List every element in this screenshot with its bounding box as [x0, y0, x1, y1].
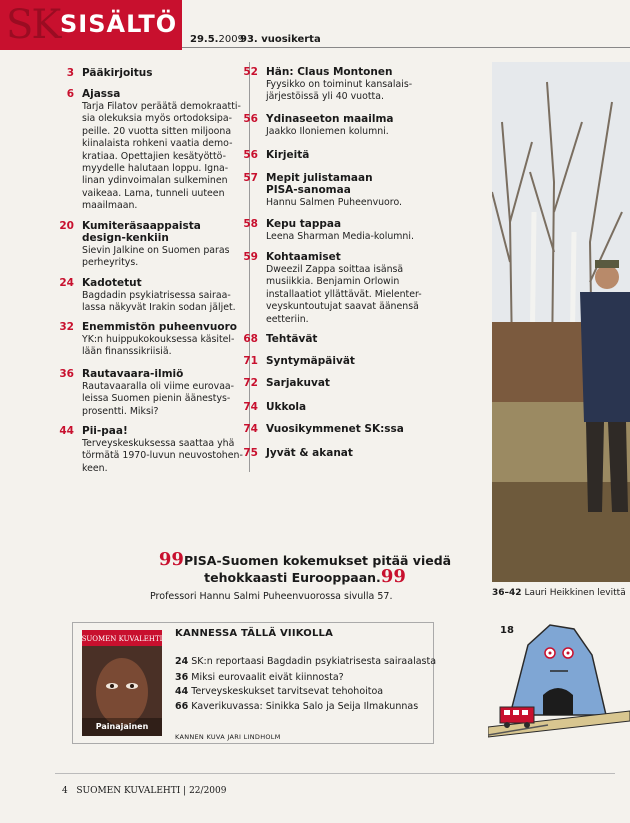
cover-item-page: 24	[175, 656, 189, 667]
photo-caption-pages: 36–42	[492, 588, 522, 598]
toc-title: Kohtaamiset	[266, 251, 341, 263]
page-header	[0, 0, 630, 50]
toc-title: Pääkirjoitus	[82, 67, 153, 79]
toc-description-line: installaatiot yllättävät. Mielenter-	[266, 288, 422, 300]
quote-close-mark: 99	[380, 566, 406, 587]
quote-attribution: Professori Hannu Salmi Puheenvuorossa sivulla 57.	[150, 591, 393, 602]
toc-description-line: Dweezil Zappa soittaa isänsä	[266, 264, 404, 275]
cover-item-text: Kaverikuvassa: Sinikka Salo ja Seija Ilmakunnas	[191, 701, 419, 712]
toc-page-number: 57	[243, 172, 258, 184]
toc-page-number: 20	[59, 220, 74, 232]
toc-title: Syntymäpäivät	[266, 355, 355, 367]
toc-page-number: 68	[243, 333, 258, 345]
toc-page-number: 6	[66, 88, 74, 100]
toc-title: Ukkola	[266, 401, 307, 413]
toc-title: Vuosikymmenet SK:ssa	[266, 423, 404, 435]
cover-item-page: 44	[175, 686, 189, 697]
toc-title: Kirjeitä	[266, 149, 310, 161]
toc-title: Kepu tappaa	[266, 218, 342, 230]
toc-description-line: kratiaa. Opettajien kesätyöttö-	[82, 150, 226, 162]
toc-title: Mepit julistamaan	[266, 172, 373, 184]
toc-description-line: vaikeaa. Lama, tunneli uuteen	[82, 187, 225, 199]
toc-description-line: peille. 20 vuotta sitten miljoona	[82, 125, 232, 137]
issue-date	[190, 34, 244, 45]
toc-page-number: 72	[243, 377, 258, 389]
toc-page-number: 32	[59, 321, 74, 333]
toc-title: Kumiteräsaappaista	[82, 220, 201, 232]
toc-description-line: Jaakko Iloniemen kolumni.	[266, 126, 389, 137]
toc-description-line: musiikkia. Benjamin Orlowin	[266, 276, 400, 288]
footer-rule	[55, 773, 615, 774]
photo-caption	[492, 588, 626, 598]
toc-page-number: 36	[59, 368, 74, 380]
toc-description-line: Bagdadin psykiatrisessa sairaa-	[82, 290, 231, 301]
cover-item-text: SK:n reportaasi Bagdadin psykiatrisesta sairaalasta	[191, 656, 437, 667]
toc-title: Rautavaara-ilmiö	[82, 368, 184, 380]
cover-thumbnail	[82, 630, 162, 736]
toc-page-number: 52	[243, 66, 258, 78]
footer-page-number: 4	[62, 786, 68, 796]
toc-page-number: 56	[243, 113, 258, 125]
toc-description-line: Hannu Salmen Puheenvuoro.	[266, 197, 402, 208]
toc-title-line-2: design-kenkiin	[82, 232, 169, 244]
cover-item	[175, 656, 436, 667]
issue-date-bold: 29.5.	[190, 34, 219, 45]
toc-page-number: 44	[59, 425, 74, 437]
toc-description-line: YK:n huippukokouksessa käsitel-	[82, 334, 235, 345]
toc-description-line: veyskuntoutujat saavat äänensä	[266, 301, 419, 313]
toc-description-line: keen.	[82, 462, 108, 474]
volume-label: 93. vuosikerta	[240, 34, 321, 45]
cover-heading: KANNESSA TÄLLÄ VIIKOLLA	[175, 628, 334, 639]
toc-description-line: myydelle halutaan loppu. Igna-	[82, 163, 229, 174]
toc-description-line: maailmaan.	[82, 200, 138, 212]
toc-description-line: järjestöissä yli 40 vuotta.	[266, 91, 384, 103]
toc-page-number: 74	[243, 401, 258, 413]
toc-description-line: Terveyskeskuksessa saattaa yhä	[82, 438, 235, 449]
cover-item-page: 36	[175, 672, 189, 683]
header-rule	[182, 47, 630, 48]
toc-title: Hän: Claus Montonen	[266, 66, 393, 78]
page-footer: 4 SUOMEN KUVALEHTI | 22/2009	[62, 786, 227, 796]
toc-description-line: linan ydinvoimalan sulkeminen	[82, 175, 228, 187]
cover-item-text: Terveyskeskukset tarvitsevat tehohoitoa	[191, 686, 384, 697]
toc-description-line: eetteriin.	[266, 313, 309, 325]
footer-magazine: SUOMEN KUVALEHTI	[76, 786, 181, 796]
toc-description-line: Tarja Filatov peräätä demokraatti-	[82, 101, 241, 112]
pull-quote-text-1: PISA-Suomen kokemukset pitää viedä	[183, 553, 452, 568]
toc-title: Jyvät & akanat	[266, 447, 353, 459]
toc-title: Sarjakuvat	[266, 377, 330, 389]
toc-title: Pii-paa!	[82, 425, 128, 437]
toc-description-line: törmätä 1970-luvun neuvostohen-	[82, 450, 243, 462]
cover-magazine-title: SUOMEN KUVALEHTI	[82, 635, 162, 643]
toc-page-number: 24	[59, 277, 74, 289]
toc-description-line: lään finanssikriisiä.	[82, 346, 172, 358]
quote-open-mark: 99	[158, 549, 184, 570]
toc-page-number: 58	[243, 218, 258, 230]
toc-page-number: 75	[243, 447, 258, 459]
toc-title: Ajassa	[82, 88, 121, 100]
cover-item-text: Miksi eurovaalit eivät kiinnosta?	[191, 672, 344, 683]
toc-page-number: 56	[243, 149, 258, 161]
toc-title: Kadotetut	[82, 277, 142, 289]
toc-description-line: perheyritys.	[82, 257, 139, 269]
toc-title: Ydinaseeton maailma	[266, 113, 394, 125]
illustration-page-number: 18	[500, 625, 514, 636]
toc-description-line: Fyysikko on toiminut kansalais-	[266, 79, 413, 90]
toc-description-line: Sievin Jalkine on Suomen paras	[82, 245, 230, 256]
toc-title-line-2: PISA-sanomaa	[266, 184, 351, 196]
toc-description-line: Leena Sharman Media-kolumni.	[266, 231, 414, 242]
cover-item-page: 66	[175, 701, 189, 712]
toc-description-line: Rautavaaralla oli viime eurovaa-	[82, 381, 235, 392]
cover-art	[82, 630, 162, 736]
pull-quote-line-2	[120, 566, 490, 587]
photo-caption-credit: Lauri Heikkinen levittä	[524, 588, 626, 598]
cover-item	[175, 672, 344, 683]
photo-scene	[492, 62, 630, 582]
cover-item	[175, 701, 418, 712]
toc-page-number: 74	[243, 423, 258, 435]
feature-photo	[492, 62, 630, 582]
toc-description-line: lassa näkyvät Irakin sodan jäljet.	[82, 302, 236, 314]
cover-item	[175, 686, 383, 697]
footer-issue: 22/2009	[189, 786, 227, 796]
toc-description-line: prosentti. Miksi?	[82, 405, 159, 417]
toc-page-number: 3	[66, 67, 74, 79]
cover-headline: Painajainen	[95, 722, 149, 731]
pull-quote	[120, 549, 490, 587]
toc-description-line: leissa Suomen pienin äänestys-	[82, 393, 231, 405]
toc-title: Tehtävät	[266, 333, 318, 345]
toc-description-line: sia olekuksia myös ortodoksipa-	[82, 113, 233, 125]
pull-quote-line-1	[120, 549, 490, 570]
toc-page-number: 71	[243, 355, 258, 367]
header-logo: SK	[6, 2, 60, 48]
cover-credit: KANNEN KUVA JARI LINDHOLM	[175, 733, 281, 741]
issue-date-year: 2009	[218, 34, 244, 45]
toc-description-line: kiinalaista rohkeni vaatia demo-	[82, 138, 233, 150]
page-title: SISÄLTÖ	[60, 10, 178, 38]
pull-quote-text-2: tehokkaasti Eurooppaan.	[204, 570, 381, 585]
toc-title: Enemmistön puheenvuoro	[82, 321, 237, 333]
toc-page-number: 59	[243, 251, 258, 263]
